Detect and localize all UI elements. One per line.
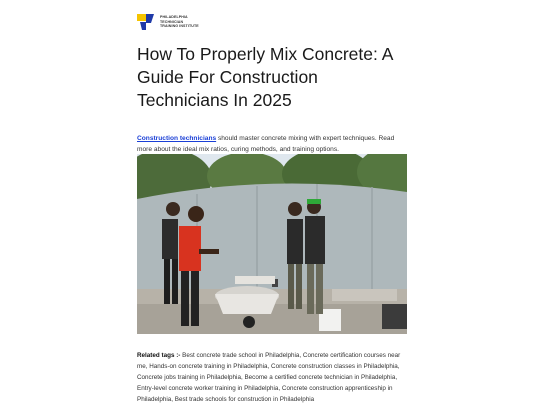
construction-technicians-link[interactable]: Construction technicians [137, 134, 217, 142]
related-tags [137, 350, 409, 405]
site-logo[interactable] [137, 14, 199, 30]
logo-text [160, 15, 199, 28]
related-tags-label: Related tags :- [137, 352, 181, 360]
article-intro [137, 133, 409, 155]
intro-text: should master concrete mixing with expert techniques. Read more about the ideal mix ratios, curing methods, and training options. [137, 134, 395, 153]
logo-line-3: TRAINING INSTITUTE [160, 24, 199, 29]
logo-line-1: PHILADELPHIA [160, 15, 188, 20]
related-tags-text: Best concrete trade school in Philadelphia, Concrete certification courses near me, Hands-on concrete training in Philadelphia, Concrete construction classes in Philadelphia, Concrete jobs training in Philadelphia, Become a certified concrete technician in Philadelphia, Entry-level concrete worker training in Philadelphia, Concrete construction apprenticeship in Philadelphia, Best trade schools for construction in Philadelphia [137, 352, 401, 404]
logo-mark-icon [137, 14, 155, 30]
article-hero-image [137, 154, 407, 334]
logo-line-2: TECHNICIAN [160, 19, 184, 24]
article-title: How To Properly Mix Concrete: A Guide For Construction Technicians In 2025 [137, 44, 393, 110]
